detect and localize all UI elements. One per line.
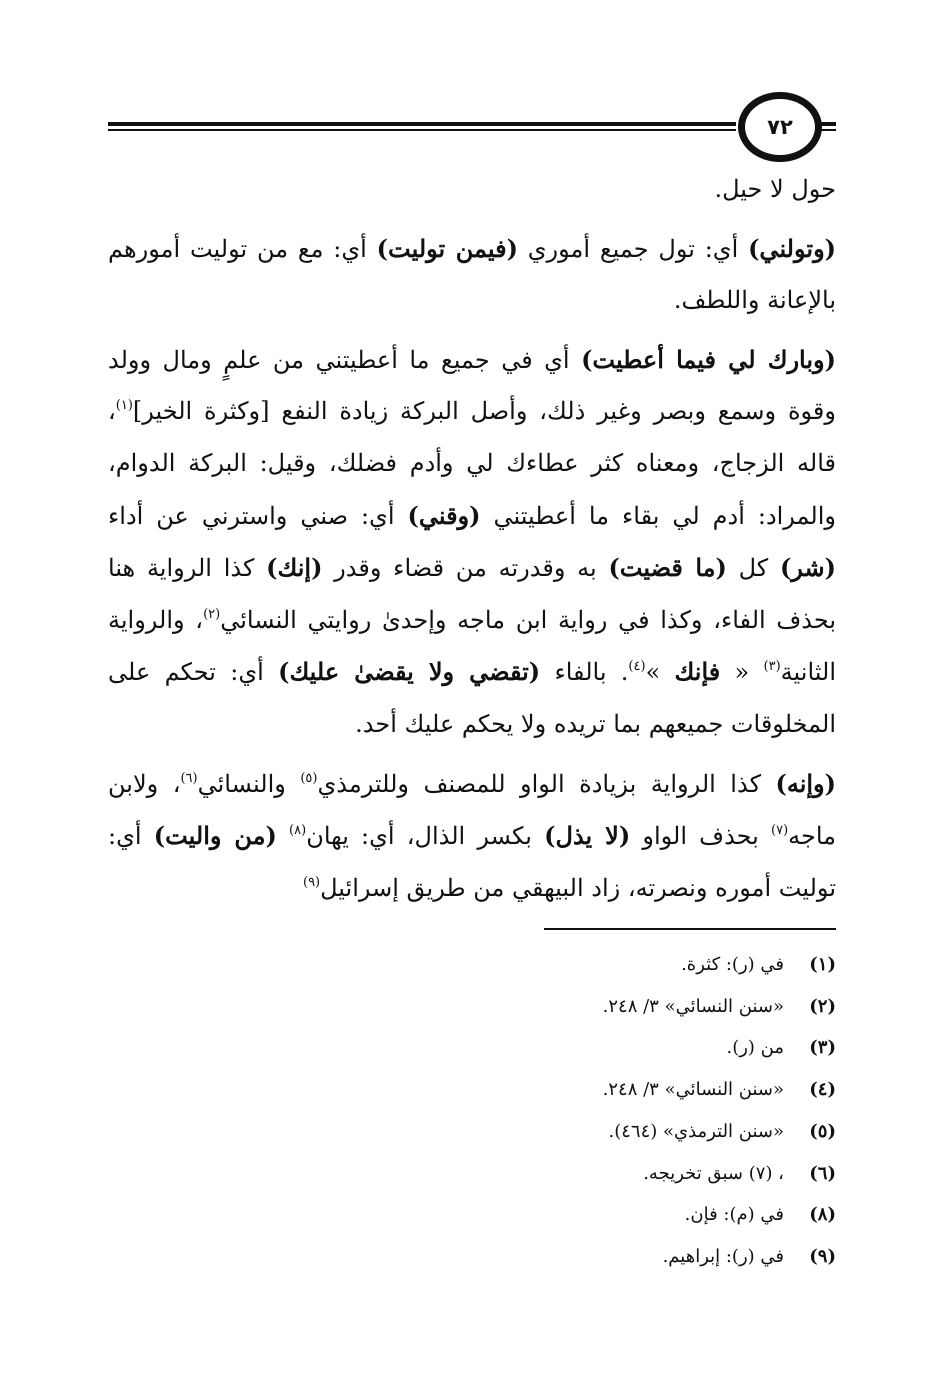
footnote-marker: (٣) [763, 659, 781, 675]
text-run: حول لا حيل. [714, 175, 836, 203]
hadith-phrase: (وتولني) [748, 233, 837, 263]
header-rule-thick [108, 122, 736, 126]
footnote-number: (٢) [809, 995, 836, 1017]
text-run: . بالفاء [540, 658, 629, 687]
paragraph [108, 223, 836, 327]
footnote-item [108, 986, 836, 1028]
footnote-text: في (ر): إبراهيم. [662, 1245, 784, 1267]
page-number: ٧٢ [767, 115, 793, 139]
footnote-text: من (ر). [726, 1037, 784, 1059]
text-run: أي: صني واسترني عن أداء [108, 501, 408, 530]
footnote-text: «سنن الترمذي» (٤٦٤). [608, 1120, 784, 1142]
footnote-number: (٤) [809, 1079, 836, 1101]
footnote-text: ، (٧) سبق تخريجه. [643, 1162, 784, 1184]
footnote-marker: (٤) [628, 659, 646, 675]
footnote-marker: (٥) [300, 770, 318, 786]
page-number-badge [738, 92, 822, 162]
text-run: به وقدرته من قضاء وقدر [322, 554, 609, 583]
text-run: بحذف الواو [630, 822, 772, 851]
footnote-number: (٦) [809, 1162, 836, 1184]
footnote-marker: (٩) [302, 874, 321, 890]
hadith-phrase: (وقني) [407, 500, 481, 530]
footnotes-list [108, 944, 836, 1278]
footnote-text: في (م): فإن. [684, 1204, 784, 1226]
main-text [108, 164, 836, 921]
footnote-item [108, 944, 836, 986]
hadith-phrase: (من واليت) [153, 821, 277, 851]
footnote-separator [544, 928, 836, 930]
footnote-item [108, 1111, 836, 1153]
footnote-marker: (٢) [203, 606, 221, 622]
text-run: والنسائي [197, 769, 301, 798]
text-run: أي: مع من توليت أمورهم بالإعانة واللطف. [108, 234, 836, 315]
header-rule-thin [108, 129, 736, 131]
text-run: أي في جميع ما أعطيتني من علمٍ ومال وولد وقوة وسمع وبصر وغير ذلك، وأصل البركة زيادة النفع [وكثرة الخير] [108, 345, 836, 426]
hadith-phrase: (فيمن توليت) [376, 233, 518, 263]
footnote-item [108, 1027, 836, 1069]
text-run: ، ولابن ماجه [108, 769, 837, 851]
footnote-number: (٩) [809, 1245, 836, 1267]
footnote-number: (٣) [809, 1037, 836, 1059]
text-run: أي: توليت أموره ونصرته، زاد البيهقي من طريق إسرائيل [108, 822, 836, 902]
footnote-marker: (٧) [771, 823, 789, 839]
hadith-phrase: (إنك) [266, 553, 323, 583]
footnote-item [108, 1069, 836, 1111]
footnote-item [108, 1153, 836, 1195]
hadith-phrase: (ما قضيت) [608, 553, 727, 583]
footnote-number: (١) [809, 954, 836, 975]
footnote-text: «سنن النسائي» ٣/ ٢٤٨. [602, 995, 784, 1017]
hadith-phrase: (لا يذل) [544, 821, 631, 851]
hadith-phrase: (وإنه) [775, 768, 836, 798]
footnote-item [108, 1236, 836, 1278]
page-header [108, 96, 836, 168]
footnote-marker: (١) [115, 398, 133, 414]
footnote-number: (٨) [809, 1204, 836, 1226]
paragraph [108, 334, 836, 751]
footnote-number: (٥) [809, 1120, 836, 1142]
text-run: أي: تول جميع أموري [517, 234, 749, 263]
text-run: » [645, 658, 675, 687]
footnote-text: «سنن النسائي» ٣/ ٢٤٨. [602, 1079, 784, 1101]
hadith-phrase: فإنك [674, 657, 721, 687]
hadith-phrase: (وبارك لي فيما أعطيت) [581, 344, 836, 374]
paragraph [108, 164, 836, 216]
hadith-phrase: (شر) [779, 553, 837, 583]
footnote-marker: (٦) [180, 770, 198, 786]
paragraph [108, 758, 836, 915]
text-run: ، قاله الزجاج، ومعناه كثر عطاءك لي وأدم فضلك، وقيل: البركة الدوام، والمراد: أدم لي بقاء ما أعطيتني [108, 397, 836, 530]
text-run: كذا الرواية بزيادة الواو للمصنف وللترمذي [317, 769, 776, 798]
footnote-text: في (ر): كثرة. [681, 954, 784, 975]
text-run [277, 822, 289, 850]
hadith-phrase: (تقضي ولا يقضىٰ عليك) [278, 657, 541, 687]
text-run: ، والرواية الثانية [108, 605, 836, 687]
text-run: كذا الرواية هنا بحذف الفاء، وكذا في رواية ابن ماجه وإحدىٰ روايتي النسائي [108, 554, 837, 634]
text-run: بكسر الذال، أي: يهان [306, 822, 545, 851]
footnote-marker: (٨) [289, 823, 307, 839]
text-run: كل [726, 554, 780, 583]
text-run: أي: تحكم على المخلوقات جميعهم بما تريده ولا يحكم عليك أحد. [108, 658, 836, 738]
footnote-item [108, 1194, 836, 1236]
text-run: « [720, 658, 764, 687]
